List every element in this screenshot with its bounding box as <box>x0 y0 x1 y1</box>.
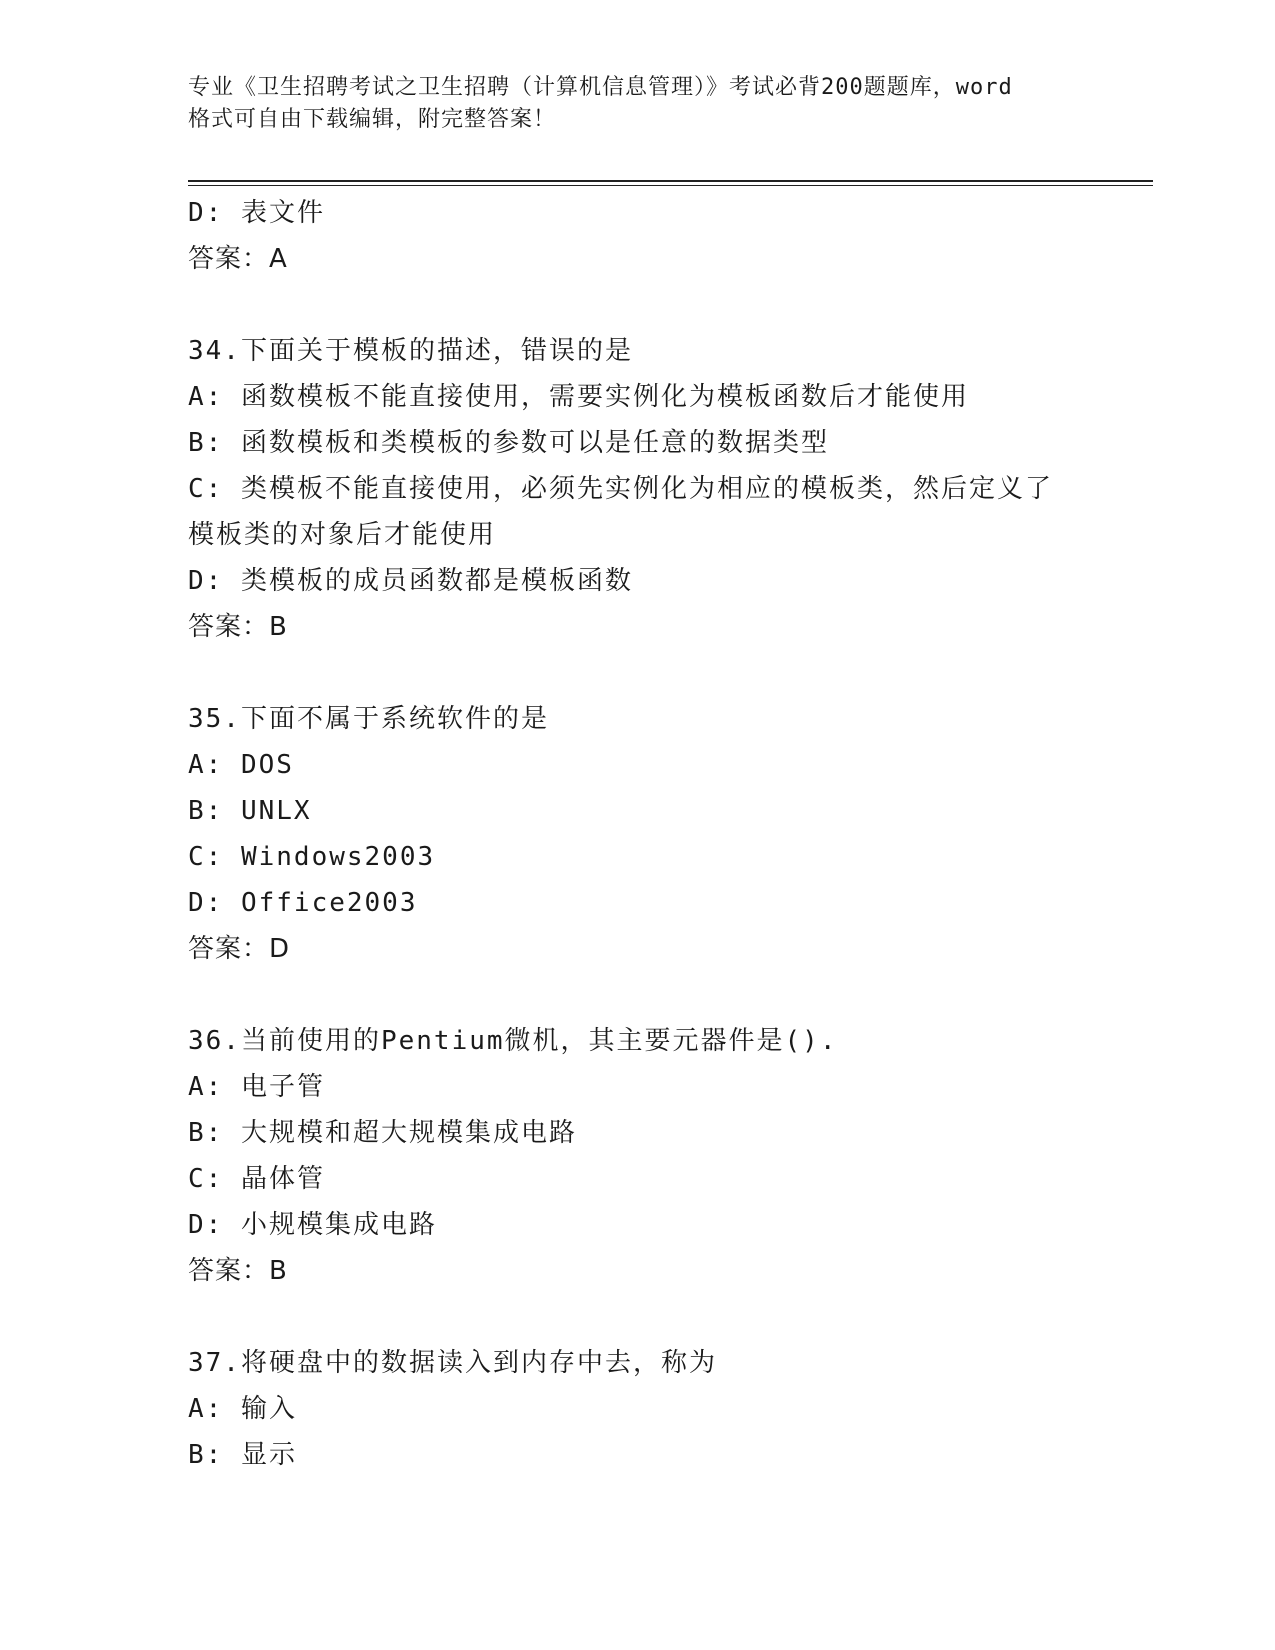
document-header <box>188 72 1088 136</box>
option-a: A: 输入 <box>188 1394 297 1424</box>
header-line-1: 专业《卫生招聘考试之卫生招聘（计算机信息管理）》考试必背200题题库，word <box>188 75 1013 100</box>
header-rule-thin <box>188 185 1153 186</box>
header-rule-thick <box>188 180 1153 182</box>
option-d: D: Office2003 <box>188 888 418 918</box>
question-block-34 <box>188 328 1153 650</box>
question-stem: 34.下面关于模板的描述，错误的是 <box>188 336 633 366</box>
option-d: D: 表文件 <box>188 198 325 228</box>
answer: 答案：D <box>188 934 291 964</box>
option-c: C: Windows2003 <box>188 842 436 872</box>
answer: 答案：B <box>188 612 288 642</box>
option-a: A: 函数模板不能直接使用，需要实例化为模板函数后才能使用 <box>188 382 969 412</box>
option-a: A: DOS <box>188 750 294 780</box>
option-b: B: 显示 <box>188 1440 297 1470</box>
question-list <box>188 190 1153 1478</box>
option-b: B: 函数模板和类模板的参数可以是任意的数据类型 <box>188 428 829 458</box>
option-c: C: 类模板不能直接使用，必须先实例化为相应的模板类，然后定义了 <box>188 474 1053 504</box>
question-block-37 <box>188 1340 1153 1478</box>
option-a: A: 电子管 <box>188 1072 325 1102</box>
answer: 答案：B <box>188 1256 288 1286</box>
question-block-35 <box>188 696 1153 972</box>
question-block-36 <box>188 1018 1153 1294</box>
question-stem: 36.当前使用的Pentium微机，其主要元器件是(). <box>188 1026 838 1056</box>
option-d: D: 类模板的成员函数都是模板函数 <box>188 566 633 596</box>
question-stem: 37.将硬盘中的数据读入到内存中去，称为 <box>188 1348 717 1378</box>
option-b: B: 大规模和超大规模集成电路 <box>188 1118 577 1148</box>
answer: 答案：A <box>188 244 288 274</box>
question-block-prev <box>188 190 1153 282</box>
option-c-continued: 模板类的对象后才能使用 <box>188 520 497 550</box>
header-line-2: 格式可自由下载编辑，附完整答案！ <box>188 107 557 132</box>
option-c: C: 晶体管 <box>188 1164 325 1194</box>
question-stem: 35.下面不属于系统软件的是 <box>188 704 549 734</box>
option-b: B: UNLX <box>188 796 312 826</box>
option-d: D: 小规模集成电路 <box>188 1210 437 1240</box>
